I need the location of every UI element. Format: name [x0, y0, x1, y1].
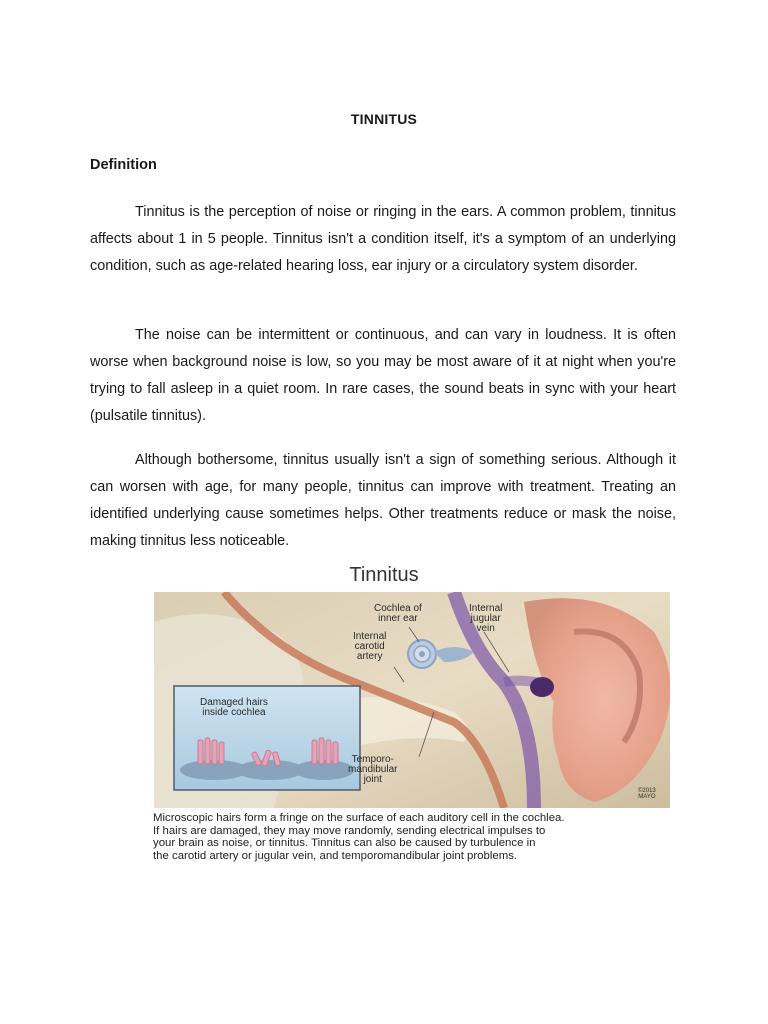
label-jugular-vein: Internal jugular vein	[469, 603, 503, 634]
mayo-credit: ©2013 MAYO	[638, 788, 656, 800]
paragraph-2: The noise can be intermittent or continuous, and can vary in loudness. It is often worse when background noise is low, so you may be most aware of it at night when you're trying to fall asleep in a quiet room. In rare cases, the sound beats in sync with your heart (pulsatile tinnitus).	[90, 327, 676, 424]
figure-title: Tinnitus	[349, 564, 419, 586]
caption-line-4: the carotid artery or jugular vein, and temporomandibular joint problems.	[153, 849, 518, 862]
paragraph-3: Although bothersome, tinnitus usually isn't a sign of something serious. Although it can worsen with age, for many people, tinnitus can improve with treatment. Treating an identified underlying cause sometimes helps. Other treatments reduce or mask the noise, making tinnitus less noticeable.	[90, 452, 676, 549]
label-damaged-hairs: Damaged hairs inside cochlea	[200, 697, 268, 718]
document-title: TINNITUS	[350, 111, 418, 127]
caption-line-1: Microscopic hairs form a fringe on the surface of each auditory cell in the cochlea.	[153, 812, 565, 824]
label-carotid-artery: Internal carotid artery	[353, 631, 387, 662]
label-tmj: Temporo- mandibular joint	[348, 754, 398, 785]
section-heading: Definition	[90, 157, 157, 173]
label-cochlea: Cochlea of inner ear	[374, 603, 422, 624]
tinnitus-figure	[152, 562, 690, 872]
caption-line-2: If hairs are damaged, they may move randomly, sending electrical impulses to	[153, 824, 546, 837]
figure-caption	[153, 812, 693, 862]
caption-line-3: your brain as noise, or tinnitus. Tinnitus can also be caused by turbulence in	[153, 837, 536, 849]
paragraph-1: Tinnitus is the perception of noise or ringing in the ears. A common problem, tinnitus affects about 1 in 5 people. Tinnitus isn't a condition itself, it's a symptom of an underlying condition, such as age-related hearing loss, ear injury or a circulatory system disorder.	[90, 204, 676, 274]
